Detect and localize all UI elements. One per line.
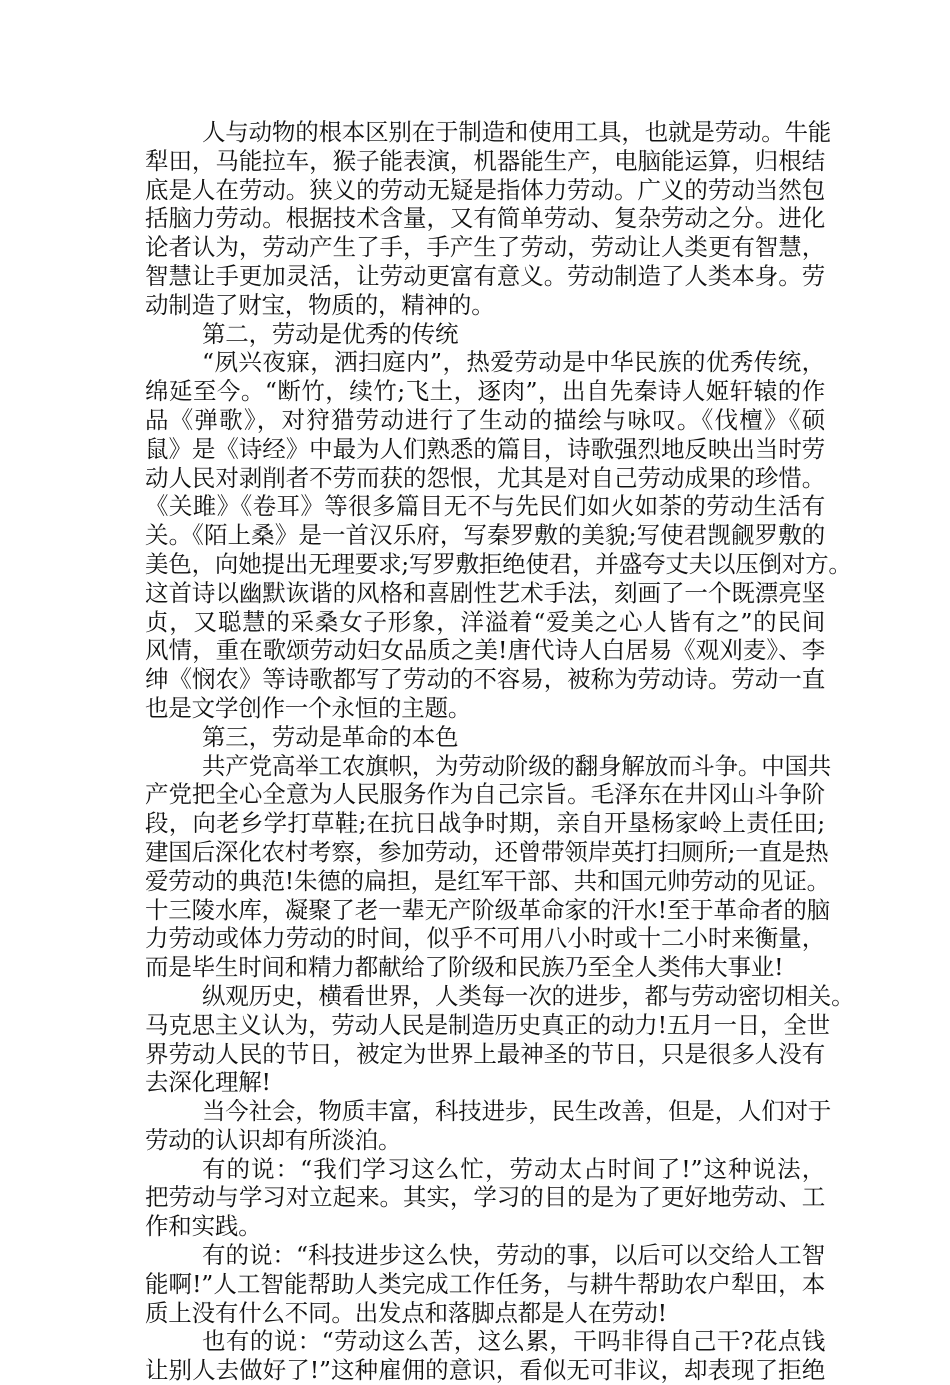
- text-line: 能啊!”人工智能帮助人类完成工作任务，与耕牛帮助农户犁田，本: [145, 1269, 825, 1298]
- text-line: 贞，又聪慧的采桑女子形象，洋溢着“爱美之心人皆有之”的民间: [145, 607, 825, 636]
- text-line: 纵观历史，横看世界，人类每一次的进步，都与劳动密切相关。: [202, 981, 855, 1010]
- text-line: 风情，重在歌颂劳动妇女品质之美!唐代诗人白居易《观刈麦》、李: [145, 636, 825, 665]
- text-line: 让别人去做好了!”这种雇佣的意识，看似无可非议，却表现了拒绝: [145, 1356, 825, 1385]
- text-line: 第三，劳动是革命的本色: [202, 722, 459, 751]
- text-line: 界劳动人民的节日，被定为世界上最神圣的节日，只是很多人没有: [145, 1039, 825, 1068]
- text-line: 绵延至今。“断竹，续竹;飞土，逐肉”，出自先秦诗人姬轩辕的作: [145, 377, 825, 406]
- text-line: 《关雎》《卷耳》等很多篇目无不与先民们如火如荼的劳动生活有: [145, 492, 825, 521]
- text-line: 人与动物的根本区别在于制造和使用工具，也就是劳动。牛能: [202, 118, 832, 146]
- text-line: 建国后深化农村考察，参加劳动，还曾带领岸英打扫厕所;一直是热: [145, 837, 829, 866]
- text-line: 十三陵水库，凝聚了老一辈无产阶级革命家的汗水!至于革命者的脑: [145, 895, 830, 924]
- text-line: 而是毕生时间和精力都献给了阶级和民族乃至全人类伟大事业!: [145, 953, 784, 982]
- text-line: 去深化理解!: [145, 1068, 271, 1097]
- text-line: 段，向老乡学打草鞋;在抗日战争时期，亲自开垦杨家岭上责任田;: [145, 809, 825, 838]
- text-line: 论者认为，劳动产生了手，手产生了劳动，劳动让人类更有智慧，: [145, 233, 825, 262]
- text-line: 这首诗以幽默诙谐的风格和喜剧性艺术手法，刻画了一个既漂亮坚: [145, 578, 825, 607]
- text-line: 产党把全心全意为人民服务作为自己宗旨。毛泽东在井冈山斗争阶: [145, 780, 825, 809]
- text-line: 力劳动或体力劳动的时间，似乎不可用八小时或十二小时来衡量，: [145, 924, 825, 953]
- text-line: 作和实践。: [145, 1212, 262, 1241]
- text-line: 鼠》是《诗经》中最为人们熟悉的篇目，诗歌强烈地反映出当时劳: [145, 434, 825, 463]
- text-line: 也有的说：“劳动这么苦，这么累，干吗非得自己干?花点钱: [202, 1327, 825, 1356]
- text-line: 质上没有什么不同。出发点和落脚点都是人在劳动!: [145, 1298, 667, 1327]
- text-line: 共产党高举工农旗帜，为劳动阶级的翻身解放而斗争。中国共: [202, 751, 832, 780]
- text-line: 劳动的认识却有所淡泊。: [145, 1125, 402, 1154]
- text-line: “夙兴夜寐，洒扫庭内”，热爱劳动是中华民族的优秀传统，: [202, 348, 825, 377]
- text-line: 绅《悯农》等诗歌都写了劳动的不容易，被称为劳动诗。劳动一直: [145, 665, 825, 694]
- text-line: 把劳动与学习对立起来。其实，学习的目的是为了更好地劳动、工: [145, 1183, 825, 1212]
- text-line: 动人民对剥削者不劳而获的怨恨，尤其是对自己劳动成果的珍惜。: [145, 463, 825, 492]
- text-line: 当今社会，物质丰富，科技进步，民生改善，但是，人们对于: [202, 1097, 832, 1126]
- text-line: 马克思主义认为，劳动人民是制造历史真正的动力!五月一日，全世: [145, 1010, 830, 1039]
- text-line: 也是文学创作一个永恒的主题。: [145, 693, 472, 722]
- text-line: 动制造了财宝，物质的，精神的。: [145, 290, 495, 319]
- text-line: 美色，向她提出无理要求;写罗敷拒绝使君，并盛夸丈夫以压倒对方。: [145, 549, 852, 578]
- text-line: 品《弹歌》，对狩猎劳动进行了生动的描绘与咏叹。《伐檀》《硕: [145, 405, 825, 434]
- text-line: 第二，劳动是优秀的传统: [202, 319, 459, 348]
- text-line: 犁田，马能拉车，猴子能表演，机器能生产，电脑能运算，归根结: [145, 146, 825, 175]
- document-page: [145, 118, 855, 1385]
- text-line: 底是人在劳动。狭义的劳动无疑是指体力劳动。广义的劳动当然包: [145, 175, 825, 204]
- text-line: 关。《陌上桑》是一首汉乐府，写秦罗敷的美貌;写使君觊觎罗敷的: [145, 521, 825, 550]
- text-line: 有的说：“我们学习这么忙，劳动太占时间了!”这种说法，: [202, 1154, 825, 1183]
- text-line: 智慧让手更加灵活，让劳动更富有意义。劳动制造了人类本身。劳: [145, 261, 825, 290]
- text-line: 爱劳动的典范!朱德的扁担，是红军干部、共和国元帅劳动的见证。: [145, 866, 830, 895]
- text-line: 有的说：“科技进步这么快，劳动的事，以后可以交给人工智: [202, 1241, 825, 1270]
- text-line: 括脑力劳动。根据技术含量，又有简单劳动、复杂劳动之分。进化: [145, 204, 825, 233]
